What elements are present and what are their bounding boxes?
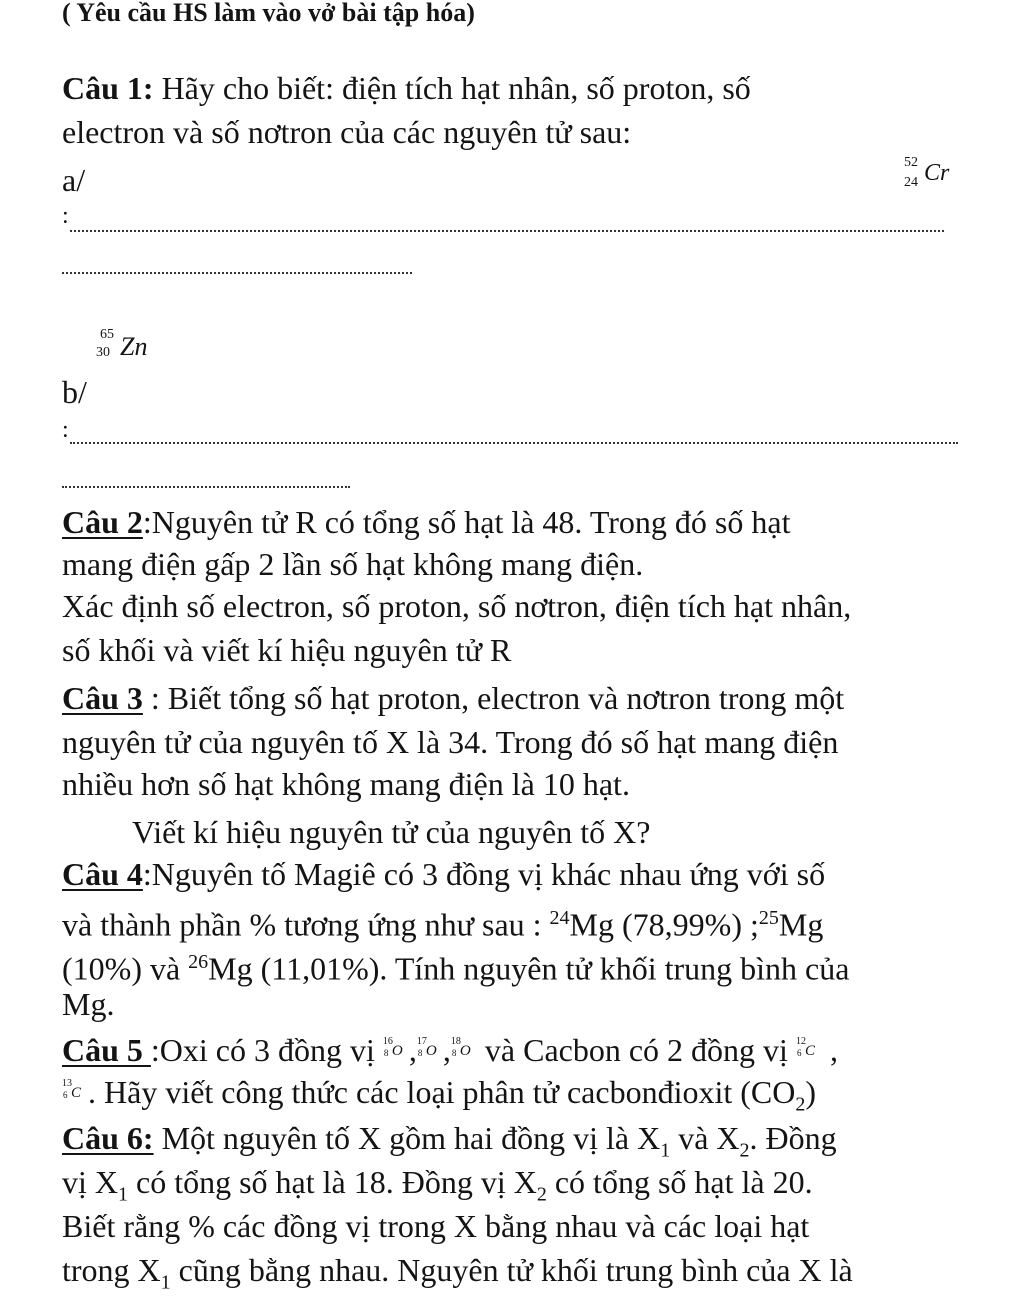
q6-text-2b: có tổng số hạt là 18. Đồng vị X bbox=[128, 1164, 537, 1200]
q6-text-1a: Một nguyên tố X gồm hai đồng vị là X bbox=[153, 1120, 661, 1156]
o16-atomic: 8 bbox=[383, 1048, 389, 1058]
q5-comma-2: , bbox=[442, 1032, 451, 1068]
mg25-mass: 25 bbox=[758, 907, 779, 929]
q4-text-3b: Mg (11,01%). Tính nguyên tử khối trung bình của bbox=[208, 950, 850, 987]
q3-text-1: : Biết tổng số hạt proton, electron và nơtron trong một bbox=[142, 680, 845, 716]
isotope-c12 bbox=[795, 1036, 822, 1063]
c12-atomic: 6 bbox=[796, 1048, 802, 1058]
q6-line4 bbox=[62, 1250, 853, 1302]
q5-text-4: . Hãy viết công thức các loại phân tử cacbonđioxit (CO bbox=[88, 1074, 796, 1110]
isotope-o18 bbox=[450, 1036, 477, 1063]
q6-text-2c: có tổng số hạt là 20. bbox=[546, 1164, 813, 1200]
o18-symbol: O bbox=[459, 1043, 471, 1059]
c13-atomic: 6 bbox=[63, 1090, 68, 1100]
co2-subscript: 2 bbox=[795, 1093, 806, 1116]
q4-text-3a: (10%) và bbox=[62, 950, 189, 987]
q5-text-2: và Cacbon có 2 đồng vị bbox=[476, 1032, 796, 1068]
q6-sub-x2b: 2 bbox=[536, 1183, 547, 1206]
q1-a-colon: : bbox=[62, 203, 69, 229]
o17-atomic: 8 bbox=[417, 1048, 423, 1058]
q4-text-2a: và thành phần % tương ứng như sau : bbox=[62, 906, 550, 943]
q5-line1 bbox=[62, 1030, 838, 1070]
q5-comma-1: , bbox=[408, 1032, 417, 1068]
o16-symbol: O bbox=[391, 1043, 403, 1059]
q6-label: Câu 6: bbox=[62, 1120, 154, 1156]
header-note: ( Yêu cầu HS làm vào vở bài tập hóa) bbox=[62, 0, 475, 27]
q1-text-1: Hãy cho biết: điện tích hạt nhân, số proton, số bbox=[161, 70, 751, 106]
q5-text-5: ) bbox=[805, 1074, 817, 1110]
mg26-mass: 26 bbox=[188, 951, 209, 973]
cr-symbol: Cr bbox=[924, 160, 950, 186]
q6-text-4b: cũng bằng nhau. Nguyên tử khối trung bình của X là bbox=[170, 1252, 853, 1288]
q5-label: Câu 5 bbox=[62, 1032, 151, 1068]
q5-text-1: :Oxi có 3 đồng vị bbox=[150, 1032, 383, 1068]
q3-line4: Viết kí hiệu nguyên tử của nguyên tố X? bbox=[132, 814, 651, 850]
nuclide-zn bbox=[96, 328, 176, 368]
o18-mass: 18 bbox=[450, 1036, 461, 1047]
c12-symbol: C bbox=[804, 1043, 815, 1059]
q6-sub-x1: 1 bbox=[660, 1139, 671, 1162]
answer-line-b2 bbox=[62, 486, 350, 488]
isotope-o17 bbox=[416, 1036, 443, 1063]
q2-line3: Xác định số electron, số proton, số nơtron, điện tích hạt nhân, bbox=[62, 588, 852, 624]
isotope-o16 bbox=[382, 1036, 409, 1063]
q5-line2 bbox=[62, 1072, 816, 1124]
q2-line4: số khối và viết kí hiệu nguyên tử R bbox=[62, 632, 512, 668]
q1-line2: electron và số nơtron của các nguyên tử sau: bbox=[62, 114, 632, 150]
zn-mass-number: 65 bbox=[100, 327, 114, 342]
q1-a-label: a/ bbox=[62, 162, 86, 198]
o17-symbol: O bbox=[425, 1043, 437, 1059]
c13-mass: 13 bbox=[62, 1078, 72, 1089]
q4-label: Câu 4 bbox=[62, 856, 143, 892]
q6-text-1b: và X bbox=[670, 1120, 740, 1156]
q3-line3: nhiều hơn số hạt không mang điện là 10 hạt. bbox=[62, 766, 630, 802]
q2-line1 bbox=[62, 502, 962, 542]
o16-mass: 16 bbox=[382, 1036, 393, 1047]
mg24-mass: 24 bbox=[549, 907, 570, 929]
q3-line1 bbox=[62, 678, 844, 718]
o18-atomic: 8 bbox=[451, 1048, 457, 1058]
answer-line-a2 bbox=[62, 272, 412, 274]
c12-mass: 12 bbox=[795, 1036, 806, 1047]
q6-text-2a: vị X bbox=[62, 1164, 118, 1200]
o17-mass: 17 bbox=[416, 1036, 427, 1047]
zn-symbol: Zn bbox=[120, 332, 148, 361]
q3-label: Câu 3 bbox=[62, 680, 143, 716]
answer-line-a1 bbox=[70, 230, 944, 232]
nuclide-cr bbox=[904, 156, 964, 196]
q6-sub-x2: 2 bbox=[739, 1139, 750, 1162]
q4-line3 bbox=[62, 942, 849, 989]
answer-line-b1 bbox=[70, 442, 958, 444]
q4-text-2b: Mg (78,99%) ; bbox=[569, 906, 759, 943]
q6-sub-x1c: 1 bbox=[160, 1271, 171, 1294]
q1-b-colon: : bbox=[62, 417, 69, 443]
cr-atomic-number: 24 bbox=[904, 175, 918, 190]
q2-label: Câu 2 bbox=[62, 504, 143, 540]
q6-line3: Biết rằng % các đồng vị trong X bằng nhau và các loại hạt bbox=[62, 1208, 810, 1244]
c13-symbol: C bbox=[71, 1085, 82, 1101]
q4-line2 bbox=[62, 898, 823, 945]
q1-b-label: b/ bbox=[62, 374, 87, 410]
q6-sub-x1b: 1 bbox=[118, 1183, 128, 1206]
q4-line4: Mg. bbox=[62, 986, 115, 1022]
q4-text-1: :Nguyên tố Magiê có 3 đồng vị khác nhau ứng với số bbox=[142, 856, 826, 892]
q1-line1 bbox=[62, 68, 962, 108]
q4-line1 bbox=[62, 854, 962, 894]
q5-text-3: , bbox=[821, 1032, 838, 1068]
q2-line2: mang điện gấp 2 lần số hạt không mang điện. bbox=[62, 546, 644, 582]
cr-mass-number: 52 bbox=[904, 155, 918, 170]
q2-text-1: :Nguyên tử R có tổng số hạt là 48. Trong đó số hạt bbox=[142, 504, 791, 540]
q1-label: Câu 1: bbox=[62, 70, 154, 106]
q6-text-1c: . Đồng bbox=[749, 1120, 837, 1156]
q4-text-2c: Mg bbox=[778, 906, 824, 943]
zn-atomic-number: 30 bbox=[96, 345, 110, 360]
q3-line2: nguyên tử của nguyên tố X là 34. Trong đó số hạt mang điện bbox=[62, 724, 839, 760]
isotope-c13 bbox=[62, 1078, 88, 1105]
q6-text-4a: trong X bbox=[62, 1252, 161, 1288]
